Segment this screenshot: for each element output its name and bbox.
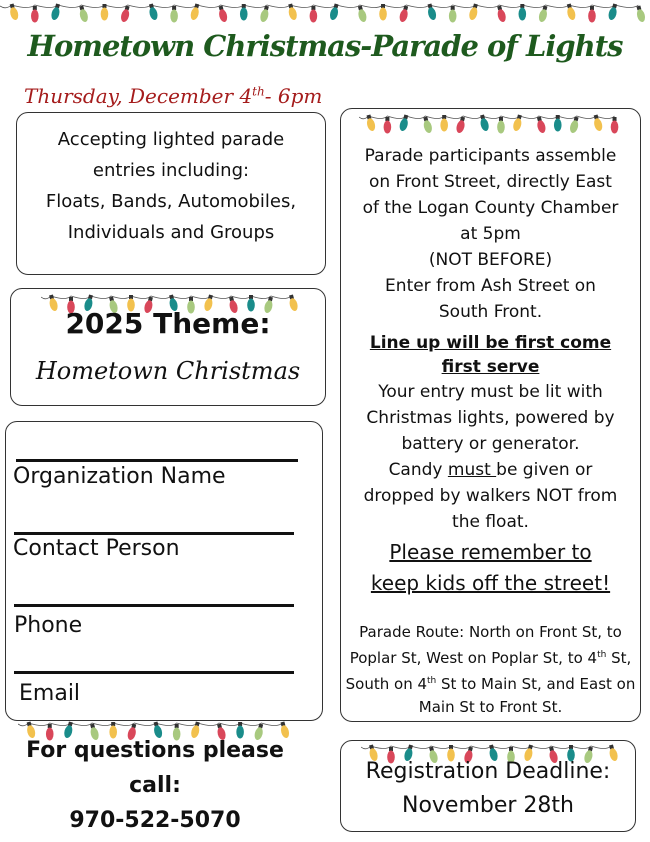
- deadline-date: November 28th: [401, 793, 574, 818]
- light-bulb-icon: [635, 5, 647, 23]
- candy-line: Candy must be given or: [388, 460, 593, 480]
- organization-name-field[interactable]: Organization Name: [13, 464, 226, 489]
- light-bulb-icon: [497, 117, 505, 134]
- light-bulb-icon: [611, 117, 619, 134]
- light-bulb-icon: [287, 3, 299, 21]
- phone-field[interactable]: Phone: [14, 613, 83, 638]
- info-line: (NOT BEFORE): [428, 250, 553, 270]
- light-bulb-icon: [426, 3, 438, 21]
- light-bulb-icon: [310, 6, 318, 23]
- phone-number: 970-522-5070: [69, 808, 241, 833]
- light-bulb-icon: [31, 6, 39, 23]
- info-line: of the Logan County Chamber: [362, 198, 619, 218]
- info-line: South Front.: [438, 302, 543, 322]
- info-line: dropped by walkers NOT from: [363, 486, 618, 506]
- entries-line: Floats, Bands, Automobiles,: [45, 191, 297, 212]
- entries-line: entries including:: [92, 160, 250, 181]
- string-lights-info: [359, 111, 624, 137]
- info-line: on Front Street, directly East: [369, 172, 612, 192]
- kids-warning: Please remember to: [389, 540, 592, 564]
- light-bulb-icon: [384, 117, 392, 134]
- light-bulb-icon: [170, 6, 178, 23]
- info-line: Enter from Ash Street on: [385, 276, 596, 296]
- info-line: battery or generator.: [401, 434, 580, 454]
- info-line: at 5pm: [460, 224, 521, 244]
- light-bulb-icon: [478, 114, 490, 132]
- theme-name: Hometown Christmas: [35, 357, 301, 385]
- contact-line: For questions please: [26, 738, 284, 763]
- light-bulb-icon: [8, 3, 20, 21]
- lineup-rule: Line up will be first come first serve: [369, 333, 612, 377]
- light-bulb-icon: [147, 3, 159, 21]
- page-title: Hometown Christmas-Parade of Lights: [27, 29, 623, 63]
- theme-heading: 2025 Theme:: [65, 307, 271, 340]
- info-line: Christmas lights, powered by: [366, 408, 615, 428]
- deadline-box: [340, 740, 636, 832]
- registration-form: [5, 421, 323, 721]
- light-bulb-icon: [422, 116, 434, 134]
- email-field[interactable]: Email: [19, 681, 81, 706]
- light-bulb-icon: [356, 5, 368, 23]
- theme-box: [10, 288, 326, 406]
- light-bulb-icon: [588, 6, 596, 23]
- light-bulb-icon: [592, 114, 604, 132]
- light-bulb-icon: [565, 3, 577, 21]
- contact-info: [10, 733, 300, 838]
- deadline-label: Registration Deadline:: [365, 759, 611, 784]
- event-date: Thursday, December 4th- 6pm: [24, 84, 323, 108]
- info-line: the float.: [452, 512, 529, 532]
- entries-line: Individuals and Groups: [67, 222, 275, 243]
- contact-person-field[interactable]: Contact Person: [13, 536, 180, 561]
- light-bulb-icon: [535, 116, 547, 134]
- light-bulb-icon: [449, 6, 457, 23]
- info-line: Parade participants assemble: [364, 146, 617, 166]
- string-lights-top: [0, 0, 650, 26]
- light-bulb-icon: [78, 5, 90, 23]
- light-bulb-icon: [495, 5, 507, 23]
- contact-line: call:: [129, 773, 181, 798]
- info-box: [340, 108, 641, 722]
- kids-warning: keep kids off the street!: [370, 571, 611, 595]
- info-line: Your entry must be lit with: [378, 382, 603, 402]
- entries-line: Accepting lighted parade: [57, 129, 285, 150]
- light-bulb-icon: [217, 5, 229, 23]
- entries-box: [16, 112, 326, 275]
- parade-route: Parade Route: North on Front St, to Poplar St, West on Poplar St, to 4th St, South on 4th St to Main St, and East on Main St to Front St.: [345, 623, 636, 716]
- light-bulb-icon: [365, 114, 377, 132]
